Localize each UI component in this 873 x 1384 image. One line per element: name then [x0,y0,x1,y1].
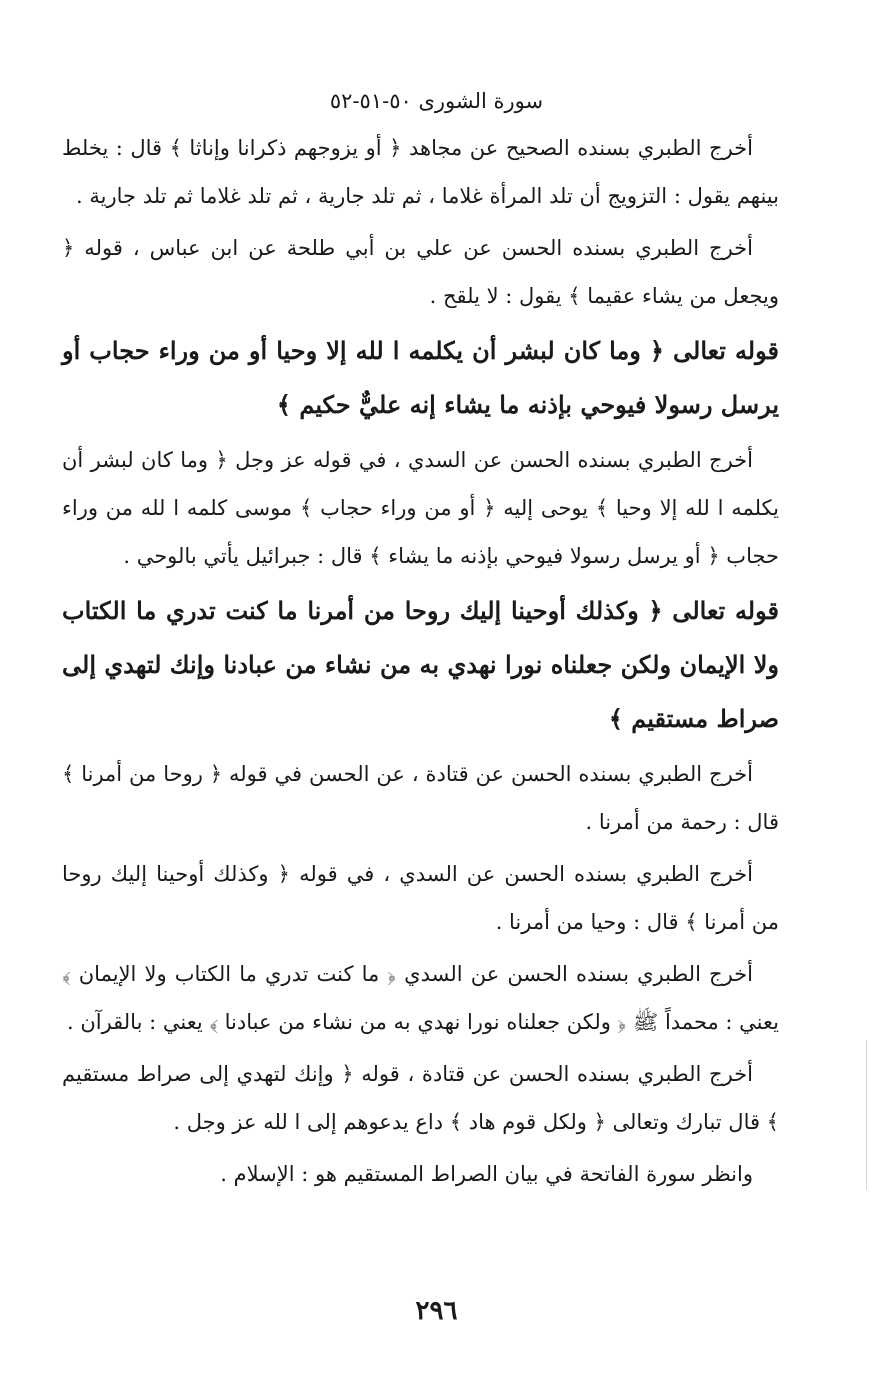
commentary-paragraph: أخرج الطبري بسنده الصحيح عن مجاهد ﴿ أو يزوجهم ذكرانا وإناثا ﴾ قال : يخلط بينهم يقول : التزويج أن تلد المرأة غلاما ، ثم تلد جارية ، ثم تلد غلاما ثم تلد جارية . [62,136,779,208]
commentary-paragraph: أخرج الطبري بسنده الحسن عن قتادة ، عن الحسن في قوله ﴿ روحا من أمرنا ﴾ قال : رحمة من أمرنا . [62,762,779,834]
commentary-paragraph: أخرج الطبري بسنده الحسن عن السدي ، في قوله عز وجل ﴿ وما كان لبشر أن يكلمه ا لله إلا وحيا ﴾ يوحى إليه ﴿ أو من وراء حجاب ﴾ موسى كلمه ا لله من وراء حجاب ﴿ أو يرسل رسولا فيوحي بإذنه ما يشاء ﴾ قال : جبرائيل يأتي بالوحي . [62,448,779,568]
closing-note: وانظر سورة الفاتحة في بيان الصراط المستقيم هو : الإسلام . [220,1162,753,1186]
scan-edge-line [866,1040,867,1190]
commentary-paragraph: أخرج الطبري بسنده الحسن عن قتادة ، قوله ﴿ وإنك لتهدي إلى صراط مستقيم ﴾ قال تبارك وتعالى ﴿ ولكل قوم هاد ﴾ داع يدعوهم إلى ا لله عز وجل . [62,1062,779,1134]
verse-heading: قوله تعالى ﴿ وكذلك أوحينا إليك روحا من أمرنا ما كنت تدري ما الكتاب ولا الإيمان ولكن جعلناه نورا نهدي به من نشاء من عبادنا وإنك لتهدي إلى صراط مستقيم ﴾ [62,596,779,733]
commentary-paragraph: أخرج الطبري بسنده الحسن عن السدي ، في قوله ﴿ وكذلك أوحينا إليك روحا من أمرنا ﴾ قال : وحيا من أمرنا . [62,862,779,934]
running-header: سورة الشورى ٥٠-٥١-٥٢ [329,89,544,113]
page-number: ٢٩٦ [415,1296,458,1326]
verse-heading: قوله تعالى ﴿ وما كان لبشر أن يكلمه ا لله إلا وحيا أو من وراء حجاب أو يرسل رسولا فيوحي بإذنه ما يشاء إنه عليٌّ حكيم ﴾ [62,336,779,419]
commentary-paragraph: أخرج الطبري بسنده الحسن عن علي بن أبي طلحة عن ابن عباس ، قوله ﴿ ويجعل من يشاء عقيما ﴾ يقول : لا يلقح . [62,236,779,308]
page-body [62,124,779,1202]
commentary-paragraph: أخرج الطبري بسنده الحسن عن السدي ﴿ ما كنت تدري ما الكتاب ولا الإيمان ﴾ يعني : محمداً ﷺ ﴿ ولكن جعلناه نورا نهدي به من نشاء من عبادنا ﴾ يعني : بالقرآن . [62,962,779,1034]
